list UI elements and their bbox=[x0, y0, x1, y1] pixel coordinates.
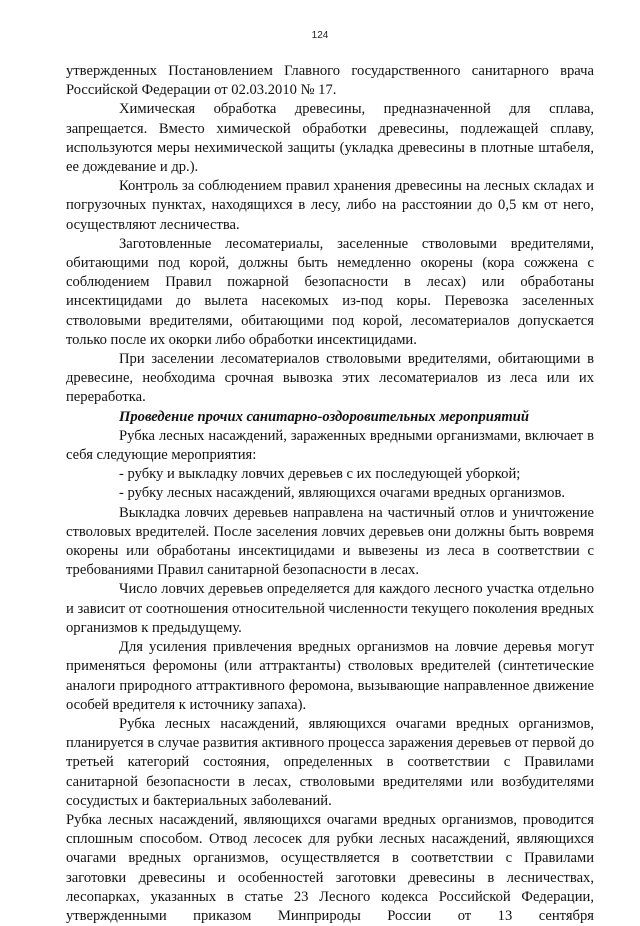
paragraph-continuation: утвержденных Постановлением Главного государственного санитарного врача Российской Федерации от 02.03.2010 № 17. bbox=[66, 63, 594, 99]
paragraph-trap-trees: Выкладка ловчих деревьев направлена на частичный отлов и уничтожение стволовых вредителей. После заселения ловчих деревьев они должны быть вовремя окорены или обработаны инсектицидами и вывезены из леса в соответствии с требованиями Правил санитарной безопасности в лесах. bbox=[66, 504, 594, 579]
list-item: - рубку и выкладку ловчих деревьев с их последующей уборкой; bbox=[119, 466, 521, 483]
paragraph-measures-intro: Рубка лесных насаждений, зараженных вредными организмами, включает в себя следующие мероприятия: bbox=[66, 427, 594, 464]
paragraph-pheromones: Для усиления привлечения вредных организмов на ловчие деревья могут применяться феромоны (или аттрактанты) стволовых вредителей (синтетические аналоги природного аттрактивного феромона, вызывающие направленное движение особей вредителя к источнику запаха). bbox=[66, 639, 594, 713]
paragraph-storage-control: Контроль за соблюдением правил хранения древесины на лесных складах и погрузочных пунктах, находящихся в лесу, либо на расстоянии до 0,5 км от него, осуществляют лесничества. bbox=[66, 178, 594, 233]
paragraph-wood-dwelling-pests: При заселении лесоматериалов стволовыми вредителями, обитающими в древесине, необходима срочная вывозка этих лесоматериалов из леса или их переработка. bbox=[66, 351, 594, 406]
paragraph-trap-tree-count: Число ловчих деревьев определяется для каждого лесного участка отдельно и зависит от соотношения относительной численности текущего поколения вредных организмов к предыдущему. bbox=[66, 581, 594, 636]
document-body bbox=[66, 62, 594, 926]
paragraph-chemical-treatment: Химическая обработка древесины, предназначенной для сплава, запрещается. Вместо химической обработки древесины, подлежащей сплаву, используются меры нехимической защиты (укладка древесины в плотные штабеля, ее дождевание и др.). bbox=[66, 101, 594, 176]
paragraph-clear-cutting: Рубка лесных насаждений, являющихся очагами вредных организмов, проводится сплошным способом. Отвод лесосек для рубки лесных насаждений, являющихся очагами вредных организмов, осуществляется в соответствии с Правилами заготовки древесины и особенностей заготовки древесины в лесничествах, лесопарках, указанных в статье 23 Лесного кодекса Российской Федерации, утвержденными приказом Минприроды России от 13 сентября bbox=[66, 811, 594, 924]
section-heading: Проведение прочих санитарно-оздоровительных мероприятий bbox=[119, 408, 530, 425]
list-item: - рубку лесных насаждений, являющихся очагами вредных организмов. bbox=[119, 485, 565, 502]
paragraph-felling-planning: Рубка лесных насаждений, являющихся очагами вредных организмов, планируется в случае развития активного процесса заражения деревьев от первой до третьей категорий состояния, определенных в соответствии с Правилами санитарной безопасности в лесах, стволовыми вредителями или возбудителями сосудистых и бактериальных заболеваний. bbox=[66, 715, 594, 809]
page-number: 124 bbox=[311, 30, 329, 41]
paragraph-infested-timber: Заготовленные лесоматериалы, заселенные стволовыми вредителями, обитающими под корой, должны быть немедленно окорены (кора сожжена с соблюдением Правил пожарной безопасности в лесах) или обработаны инсектицидами до вылета насекомых из-под коры. Перевозка заселенных стволовыми вредителями, обитающими под корой, лесоматериалов допускается только после их окорки либо обработки инсектицидами. bbox=[66, 235, 594, 348]
